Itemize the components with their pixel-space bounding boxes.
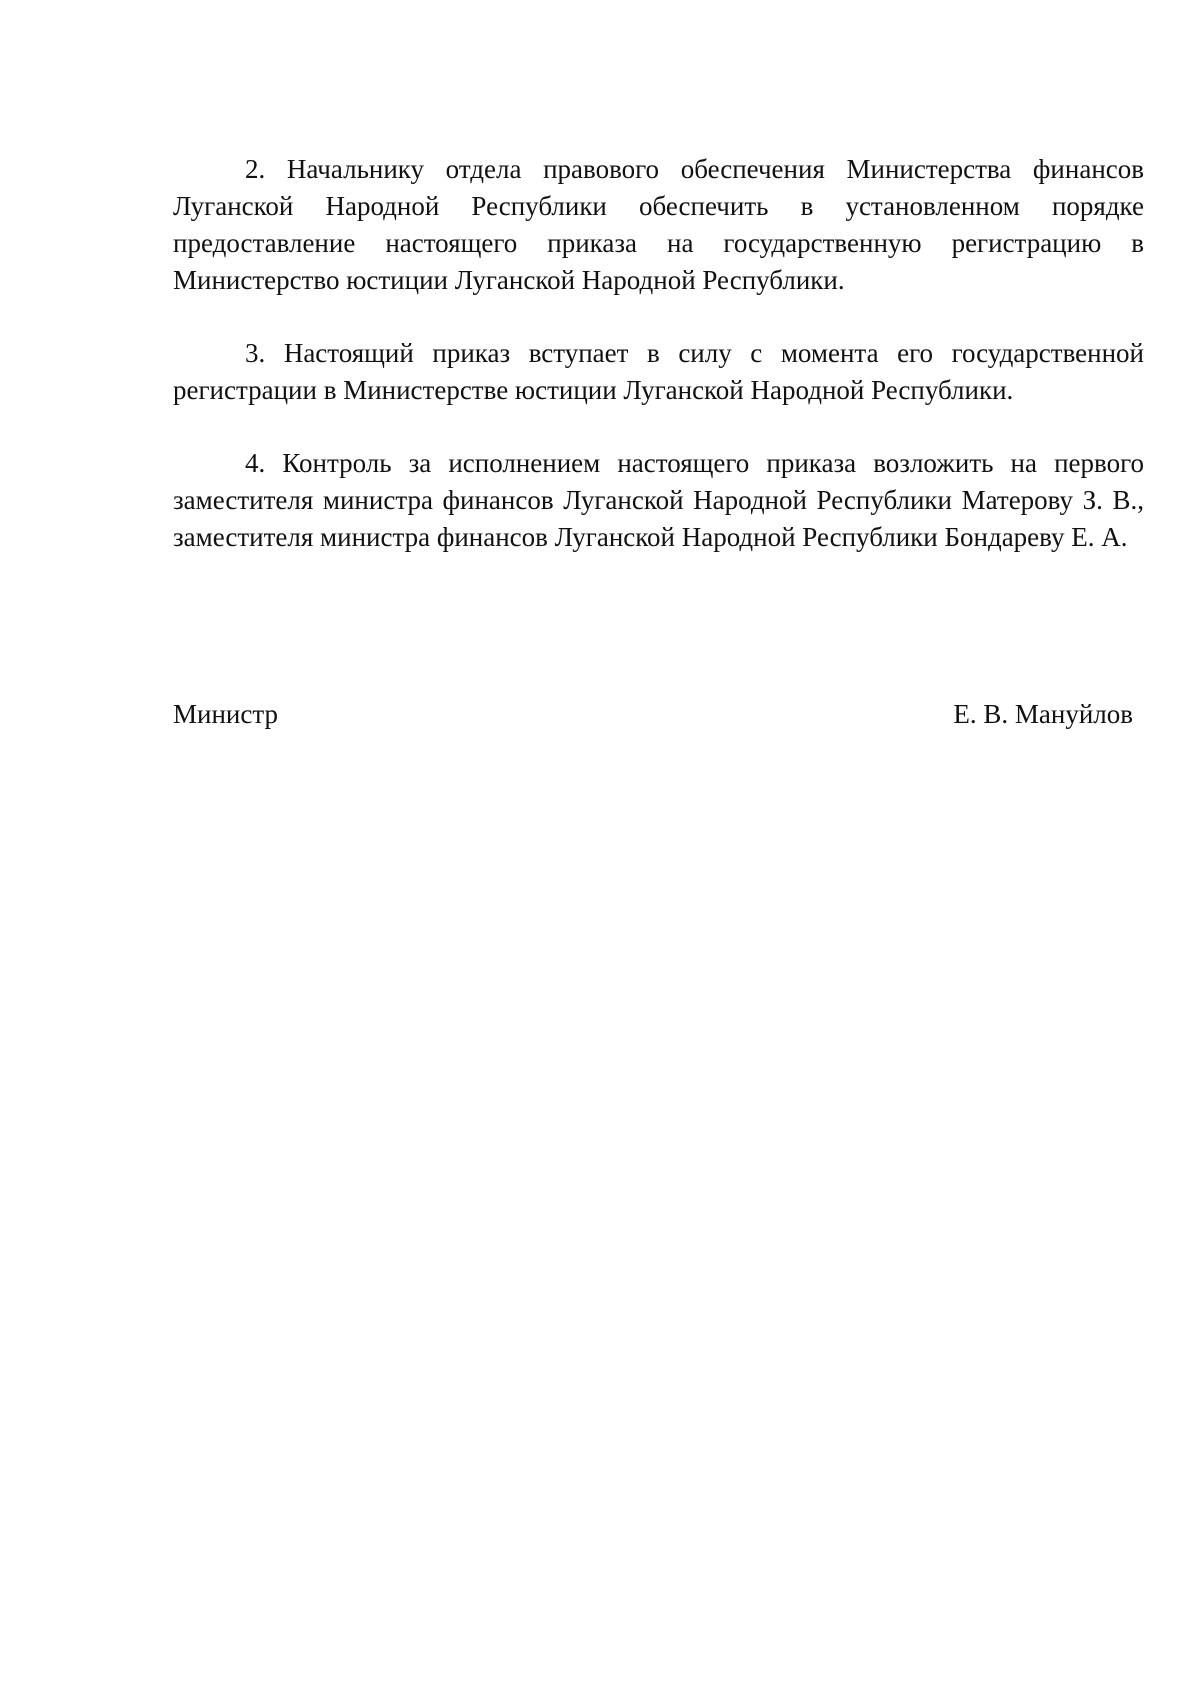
signatory-name: Е. В. Мануйлов [953,699,1133,729]
signatory-position: Министр [173,699,278,729]
paragraph-3: 3. Настоящий приказ вступает в силу с момента его государственной регистрации в Министерстве юстиции Луганской Народной Республики. [173,338,1144,405]
paragraph-4: 4. Контроль за исполнением настоящего приказа возложить на первого заместителя министра финансов Луганской Народной Республики Матерову З. В., заместителя министра финансов Луганской Народной Республики Бондареву Е. А. [173,448,1144,552]
document-body [173,151,1144,592]
paragraph-2: 2. Начальнику отдела правового обеспечения Министерства финансов Луганской Народной Республики обеспечить в установленном порядке предоставление настоящего приказа на государственную регистрацию в Министерство юстиции Луганской Народной Республики. [173,154,1144,295]
signature-block [173,696,1133,733]
